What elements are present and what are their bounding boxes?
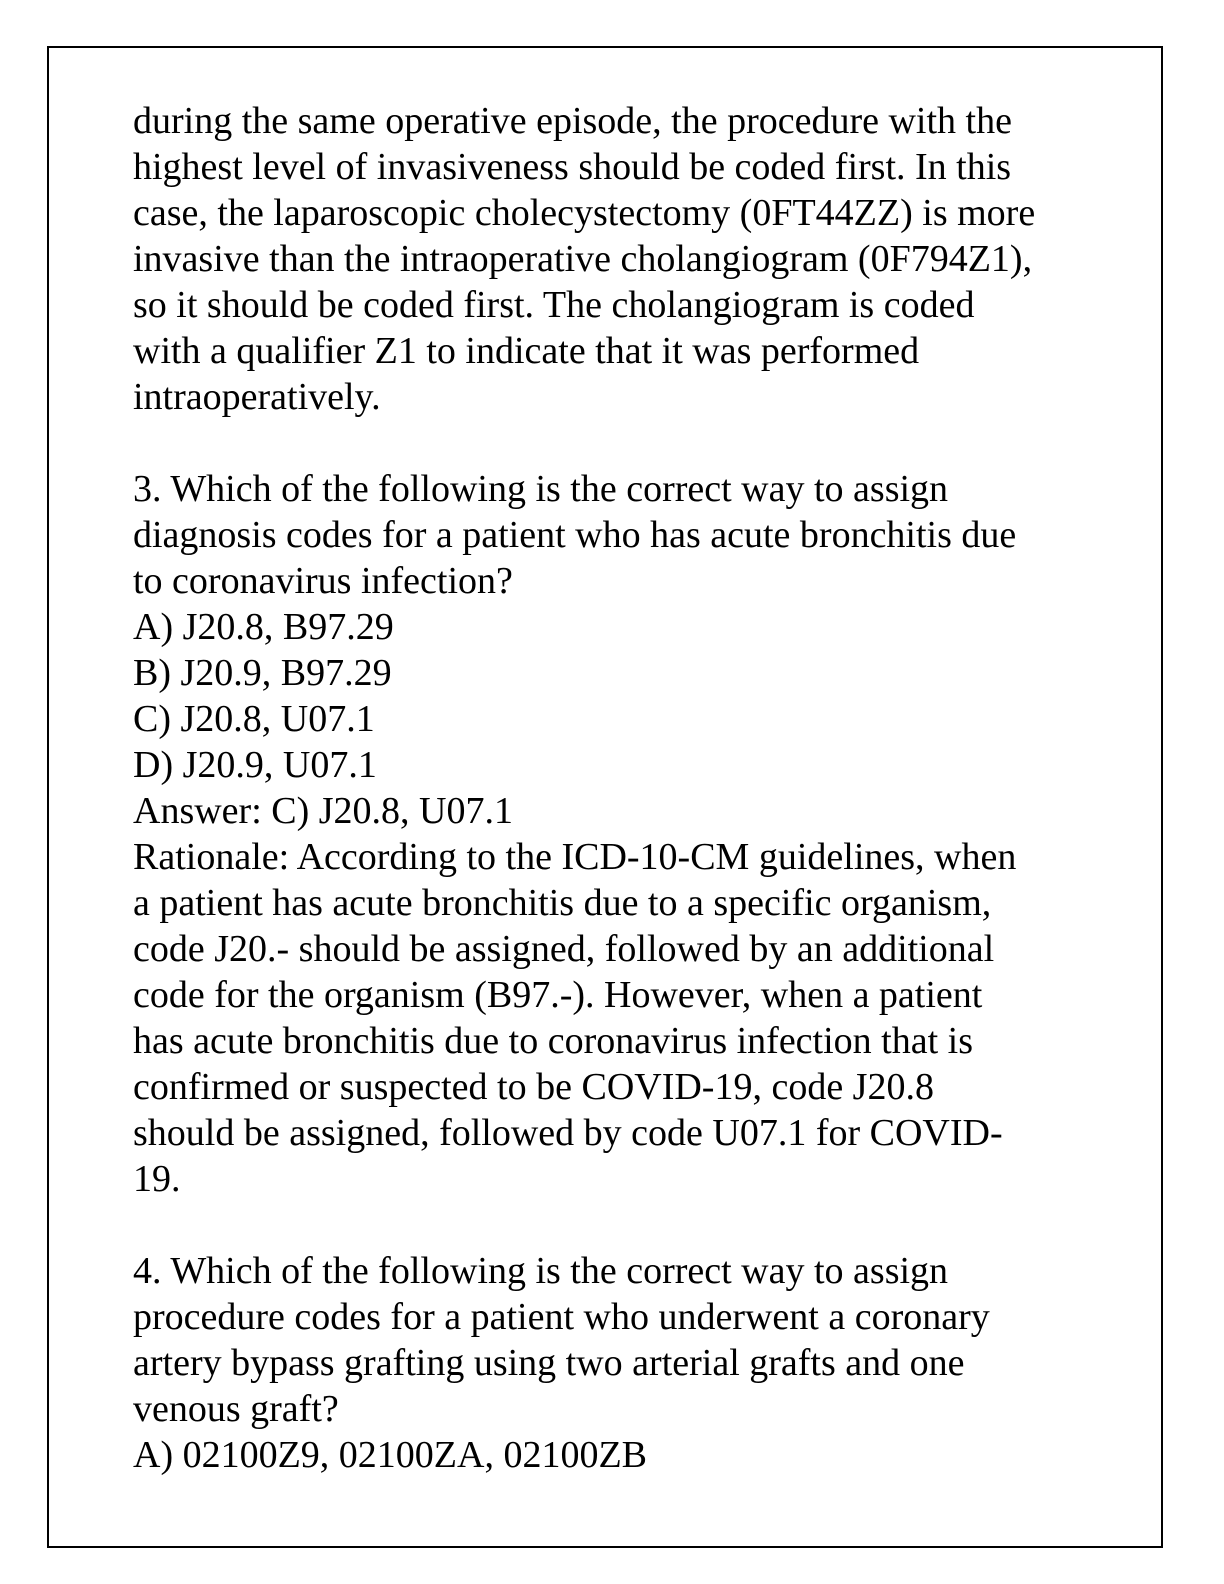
rationale-line: has acute bronchitis due to coronavirus infection that is: [133, 1020, 973, 1062]
rationale-line: code for the organism (B97.-). However, when a patient: [133, 974, 983, 1016]
rationale-line: 19.: [133, 1158, 181, 1200]
text-line: during the same operative episode, the procedure with the: [133, 100, 1012, 142]
question-stem-line: diagnosis codes for a patient who has acute bronchitis due: [133, 514, 1017, 556]
paragraph-gap: [133, 420, 1133, 466]
text-line: case, the laparoscopic cholecystectomy (0FT44ZZ) is more: [133, 192, 1036, 234]
document-body: [133, 98, 1133, 1478]
question-stem-line: 3. Which of the following is the correct way to assign: [133, 468, 949, 510]
text-line: so it should be coded first. The cholangiogram is coded: [133, 284, 975, 326]
text-line: highest level of invasiveness should be coded first. In this: [133, 146, 1012, 188]
option-a: A) 02100Z9, 02100ZA, 02100ZB: [133, 1434, 648, 1476]
question-3: [133, 466, 1133, 1202]
rationale-line: code J20.- should be assigned, followed by an additional: [133, 928, 995, 970]
rationale-line: Rationale: According to the ICD-10-CM guidelines, when: [133, 836, 1017, 878]
option-a: A) J20.8, B97.29: [133, 606, 394, 648]
question-stem-line: venous graft?: [133, 1388, 339, 1430]
option-d: D) J20.9, U07.1: [133, 744, 377, 786]
option-b: B) J20.9, B97.29: [133, 652, 392, 694]
question-stem-line: to coronavirus infection?: [133, 560, 513, 602]
rationale-line: should be assigned, followed by code U07.1 for COVID-: [133, 1112, 1003, 1154]
continued-rationale: [133, 98, 1133, 420]
rationale-line: confirmed or suspected to be COVID-19, code J20.8: [133, 1066, 934, 1108]
question-stem-line: artery bypass grafting using two arterial grafts and one: [133, 1342, 965, 1384]
option-c: C) J20.8, U07.1: [133, 698, 375, 740]
question-stem-line: procedure codes for a patient who underwent a coronary: [133, 1296, 990, 1338]
paragraph-gap: [133, 1202, 1133, 1248]
question-4: [133, 1248, 1133, 1478]
question-stem-line: 4. Which of the following is the correct way to assign: [133, 1250, 949, 1292]
text-line: intraoperatively.: [133, 376, 381, 418]
answer-line: Answer: C) J20.8, U07.1: [133, 790, 513, 832]
text-line: invasive than the intraoperative cholangiogram (0F794Z1),: [133, 238, 1033, 280]
rationale-line: a patient has acute bronchitis due to a specific organism,: [133, 882, 992, 924]
text-line: with a qualifier Z1 to indicate that it was performed: [133, 330, 920, 372]
